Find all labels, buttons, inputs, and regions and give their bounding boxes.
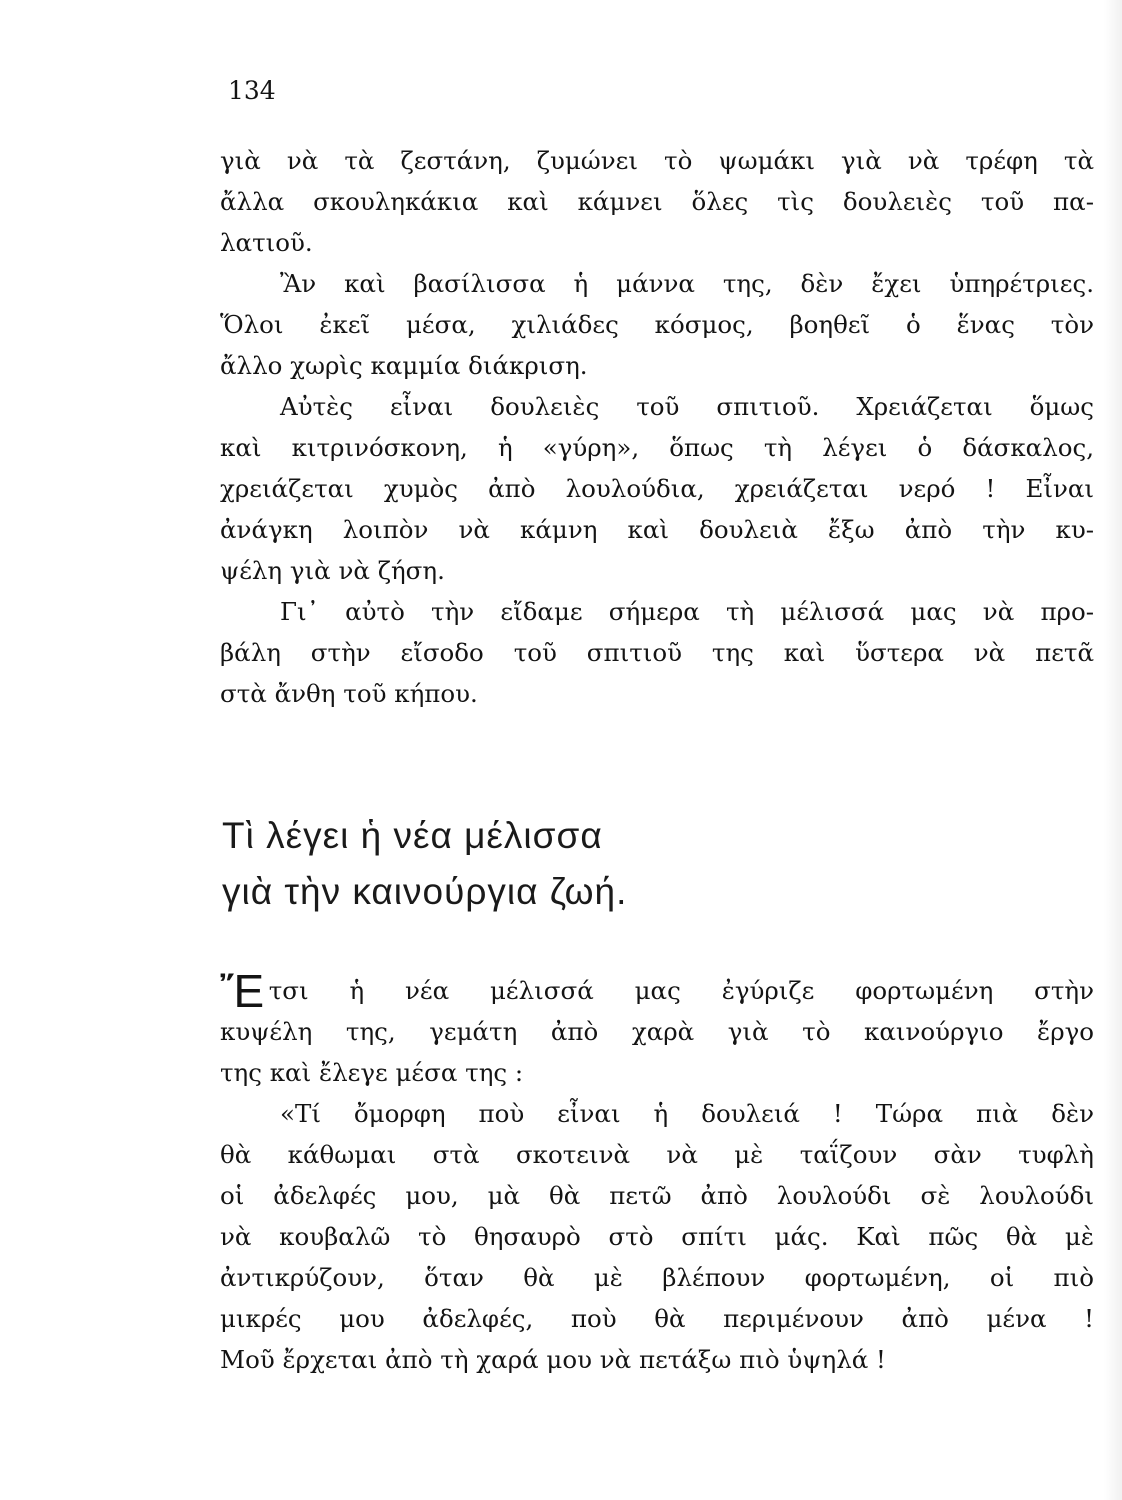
text-line: ἀνάγκη λοιπὸν νὰ κάμνη καὶ δουλειὰ ἔξω ἀπὸ τὴν κυ- (220, 515, 1094, 544)
text-line: Μοῦ ἔρχεται ἀπὸ τὴ χαρά μου νὰ πετάξω πιὸ ὑψηλά ! (220, 1345, 886, 1374)
text-line-dropcap (220, 965, 1094, 1017)
page-edge-shadow (1104, 0, 1122, 1500)
text-line: χρειάζεται χυμὸς ἀπὸ λουλούδια, χρειάζεται νερό ! Εἶναι (220, 474, 1094, 503)
heading-line-1: Τὶ λέγει ἡ νέα μέλισσα (222, 815, 603, 856)
text-line: ἄλλα σκουληκάκια καὶ κάμνει ὅλες τὶς δουλειὲς τοῦ πα- (220, 187, 1094, 216)
text-line: Γι᾽ αὐτὸ τὴν εἴδαμε σήμερα τὴ μέλισσά μας νὰ προ- (280, 597, 1094, 626)
text-line: νὰ κουβαλῶ τὸ θησαυρὸ στὸ σπίτι μάς. Καὶ πῶς θὰ μὲ (220, 1222, 1094, 1251)
body-text-bottom (220, 965, 1094, 1380)
text-line: καὶ κιτρινόσκονη, ἡ «γύρη», ὅπως τὴ λέγει ὁ δάσκαλος, (220, 433, 1094, 462)
text-line: «Τί ὄμορφη ποὺ εἶναι ἡ δουλειά ! Τώρα πιὰ δὲν (280, 1099, 1094, 1128)
text-line: Αὐτὲς εἶναι δουλειὲς τοῦ σπιτιοῦ. Χρειάζεται ὅμως (280, 392, 1094, 421)
body-text-top (220, 140, 1094, 714)
page-number: 134 (228, 76, 276, 105)
text-line: ἀντικρύζουν, ὅταν θὰ μὲ βλέπουν φορτωμένη, οἱ πιὸ (220, 1263, 1094, 1292)
text-line: γιὰ νὰ τὰ ζεστάνη, ζυμώνει τὸ ψωμάκι γιὰ νὰ τρέφη τὰ (220, 146, 1094, 175)
section-heading (222, 808, 627, 920)
heading-line-2: γιὰ τὴν καινούργια ζωή. (222, 871, 628, 912)
text-line: κυψέλη της, γεμάτη ἀπὸ χαρὰ γιὰ τὸ καινούργιο ἔργο (220, 1017, 1094, 1046)
text-line: Ὅλοι ἐκεῖ μέσα, χιλιάδες κόσμος, βοηθεῖ ὁ ἕνας τὸν (220, 310, 1094, 339)
text-line: θὰ κάθωμαι στὰ σκοτεινὰ νὰ μὲ ταΐζουν σὰν τυφλὴ (220, 1140, 1094, 1169)
text-line: ἄλλο χωρὶς καμμία διάκριση. (220, 351, 588, 380)
text-line: μικρές μου ἀδελφές, ποὺ θὰ περιμένουν ἀπὸ μένα ! (220, 1304, 1094, 1333)
text-line: οἱ ἀδελφές μου, μὰ θὰ πετῶ ἀπὸ λουλούδι σὲ λουλούδι (220, 1181, 1094, 1210)
dropcap-line-text: τσι ἡ νέα μέλισσά μας ἐγύριζε φορτωμένη στὴν (268, 976, 1094, 1005)
text-line: στὰ ἄνθη τοῦ κήπου. (220, 679, 478, 708)
drop-cap: Ἔ (220, 965, 263, 1017)
text-line: Ἂν καὶ βασίλισσα ἡ μάννα της, δὲν ἔχει ὑπηρέτριες. (280, 269, 1094, 298)
text-line: ψέλη γιὰ νὰ ζήση. (220, 556, 445, 585)
text-line: της καὶ ἔλεγε μέσα της : (220, 1058, 524, 1087)
text-line: βάλη στὴν εἴσοδο τοῦ σπιτιοῦ της καὶ ὕστερα νὰ πετᾶ (220, 638, 1094, 667)
text-line: λατιοῦ. (220, 228, 313, 257)
